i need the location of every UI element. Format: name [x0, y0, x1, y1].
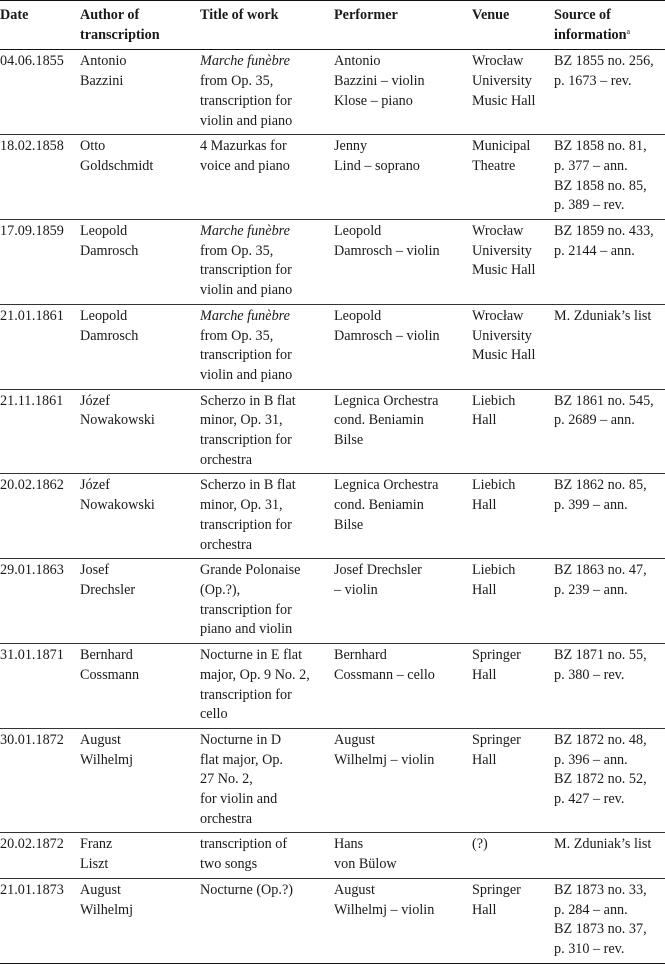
- cell-venue: Liebich Hall: [472, 559, 554, 644]
- cell-title: [200, 559, 334, 644]
- table-body: [0, 50, 665, 963]
- cell-author: Bernhard Cossmann: [80, 644, 200, 729]
- table-row: [0, 135, 665, 220]
- header-venue: Venue: [472, 1, 554, 50]
- cell-source: BZ 1858 no. 81, p. 377 – ann. BZ 1858 no. 85, p. 389 – rev.: [554, 135, 665, 220]
- title-italic: Marche funèbre: [200, 307, 290, 324]
- cell-performer: Antonio Bazzini – violin Klose – piano: [334, 50, 472, 135]
- cell-venue: (?): [472, 833, 554, 878]
- title-italic: Marche funèbre: [200, 53, 290, 70]
- title-text: 4 Mazurkas for voice and piano: [200, 138, 290, 174]
- title-italic: Marche funèbre: [200, 223, 290, 240]
- cell-performer: Legnica Orchestra cond. Beniamin Bilse: [334, 389, 472, 474]
- cell-date: 04.06.1855: [0, 50, 80, 135]
- header-source: [554, 1, 665, 50]
- header-performer: Performer: [334, 1, 472, 50]
- cell-title: [200, 135, 334, 220]
- footnote-marker: a: [626, 26, 631, 36]
- cell-author: August Wilhelmj: [80, 878, 200, 963]
- cell-source: BZ 1863 no. 47, p. 239 – ann.: [554, 559, 665, 644]
- cell-performer: Leopold Damrosch – violin: [334, 220, 472, 305]
- cell-date: 21.11.1861: [0, 389, 80, 474]
- table-row: [0, 728, 665, 833]
- cell-date: 21.01.1873: [0, 878, 80, 963]
- cell-performer: August Wilhelmj – violin: [334, 728, 472, 833]
- cell-author: Leopold Damrosch: [80, 304, 200, 389]
- cell-author: Franz Liszt: [80, 833, 200, 878]
- table-row: [0, 644, 665, 729]
- table-header: [0, 1, 665, 50]
- header-title: Title of work: [200, 1, 334, 50]
- cell-author: Josef Drechsler: [80, 559, 200, 644]
- title-text: Nocturne (Op.?): [200, 881, 293, 898]
- header-source-label: Source of information: [554, 7, 627, 43]
- title-text: transcription of two songs: [200, 836, 288, 873]
- cell-venue: Wrocław University Music Hall: [472, 220, 554, 305]
- cell-performer: Hans von Bülow: [334, 833, 472, 878]
- cell-date: 31.01.1871: [0, 644, 80, 729]
- cell-date: 21.01.1861: [0, 304, 80, 389]
- cell-source: BZ 1871 no. 55, p. 380 – rev.: [554, 644, 665, 729]
- cell-source: BZ 1872 no. 48, p. 396 – ann. BZ 1872 no. 52, p. 427 – rev.: [554, 728, 665, 833]
- header-date: Date: [0, 1, 80, 50]
- cell-author: Otto Goldschmidt: [80, 135, 200, 220]
- cell-venue: Springer Hall: [472, 644, 554, 729]
- cell-date: 30.01.1872: [0, 728, 80, 833]
- table-row: [0, 474, 665, 559]
- title-text: Scherzo in B flat minor, Op. 31, transcription for orchestra: [200, 392, 296, 468]
- cell-title: [200, 304, 334, 389]
- title-text: Nocturne in D flat major, Op. 27 No. 2, for violin and orchestra: [200, 731, 283, 827]
- cell-date: 17.09.1859: [0, 220, 80, 305]
- title-text: from Op. 35, transcription for violin and piano: [200, 242, 293, 299]
- cell-venue: Springer Hall: [472, 878, 554, 963]
- table-row: [0, 878, 665, 963]
- title-text: Nocturne in E flat major, Op. 9 No. 2, transcription for cello: [200, 647, 310, 723]
- cell-title: [200, 220, 334, 305]
- title-text: Scherzo in B flat minor, Op. 31, transcription for orchestra: [200, 477, 296, 553]
- title-text: from Op. 35, transcription for violin and piano: [200, 73, 293, 129]
- cell-title: [200, 50, 334, 135]
- cell-author: Antonio Bazzini: [80, 50, 200, 135]
- cell-source: BZ 1859 no. 433, p. 2144 – ann.: [554, 220, 665, 305]
- table-row: [0, 389, 665, 474]
- cell-author: Józef Nowakowski: [80, 389, 200, 474]
- cell-title: [200, 474, 334, 559]
- cell-title: [200, 728, 334, 833]
- cell-date: 18.02.1858: [0, 135, 80, 220]
- cell-venue: Liebich Hall: [472, 389, 554, 474]
- table-row: [0, 304, 665, 389]
- cell-performer: August Wilhelmj – violin: [334, 878, 472, 963]
- table-row: [0, 833, 665, 878]
- cell-author: Leopold Damrosch: [80, 220, 200, 305]
- cell-title: [200, 644, 334, 729]
- cell-performer: Jenny Lind – soprano: [334, 135, 472, 220]
- cell-source: BZ 1862 no. 85, p. 399 – ann.: [554, 474, 665, 559]
- cell-title: [200, 878, 334, 963]
- header-author: Author of transcription: [80, 1, 200, 50]
- table-row: [0, 220, 665, 305]
- title-text: Grande Polonaise (Op.?), transcription for piano and violin: [200, 562, 301, 638]
- table-row: [0, 50, 665, 135]
- header-row: [0, 1, 665, 50]
- cell-performer: Bernhard Cossmann – cello: [334, 644, 472, 729]
- cell-venue: Wrocław University Music Hall: [472, 304, 554, 389]
- cell-source: M. Zduniak’s list: [554, 304, 665, 389]
- cell-venue: Liebich Hall: [472, 474, 554, 559]
- cell-date: 20.02.1872: [0, 833, 80, 878]
- cell-venue: Wrocław University Music Hall: [472, 50, 554, 135]
- cell-author: August Wilhelmj: [80, 728, 200, 833]
- cell-source: BZ 1873 no. 33, p. 284 – ann. BZ 1873 no. 37, p. 310 – rev.: [554, 878, 665, 963]
- title-text: from Op. 35, transcription for violin and piano: [200, 327, 293, 383]
- cell-venue: Springer Hall: [472, 728, 554, 833]
- cell-performer: Josef Drechsler – violin: [334, 559, 472, 644]
- cell-source: BZ 1861 no. 545, p. 2689 – ann.: [554, 389, 665, 474]
- cell-performer: Legnica Orchestra cond. Beniamin Bilse: [334, 474, 472, 559]
- cell-title: [200, 833, 334, 878]
- cell-performer: Leopold Damrosch – violin: [334, 304, 472, 389]
- cell-venue: Municipal Theatre: [472, 135, 554, 220]
- table-row: [0, 559, 665, 644]
- cell-source: M. Zduniak’s list: [554, 833, 665, 878]
- cell-date: 29.01.1863: [0, 559, 80, 644]
- cell-title: [200, 389, 334, 474]
- cell-author: Józef Nowakowski: [80, 474, 200, 559]
- cell-date: 20.02.1862: [0, 474, 80, 559]
- cell-source: BZ 1855 no. 256, p. 1673 – rev.: [554, 50, 665, 135]
